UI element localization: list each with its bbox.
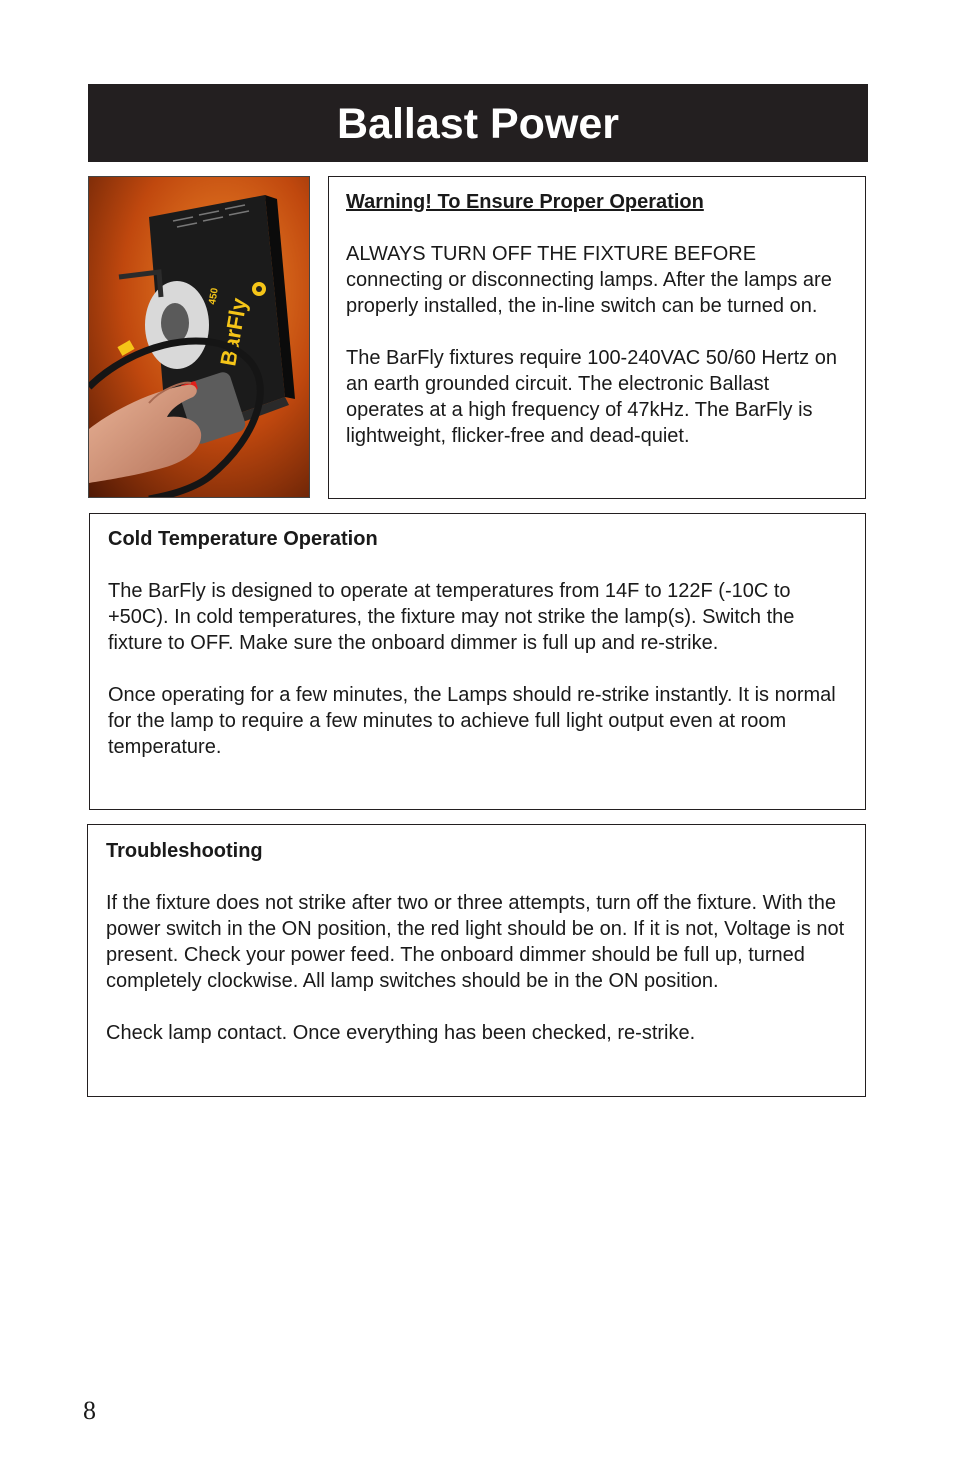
cold-paragraph-1: The BarFly is designed to operate at temperatures from 14F to 122F (-10C to +50C). In cold temperatures, the fixture may not strike the lamp(s). Switch the fixture to OFF. Make sure the onboard dimmer is full up and re-strike.	[108, 580, 795, 654]
dimmer-knob-center	[256, 286, 262, 292]
barfly-fixture-photo	[88, 176, 310, 498]
cold-paragraph-2: Once operating for a few minutes, the Lamps should re-strike instantly. It is normal for the lamp to require a few minutes to achieve full light output even at room temperature.	[108, 684, 836, 758]
fixture-illustration	[89, 177, 310, 498]
brand-text: BarFly	[215, 296, 252, 368]
warning-paragraph-2: The BarFly fixtures require 100-240VAC 50/60 Hertz on an earth grounded circuit. The electronic Ballast operates at a high frequency of 47kHz. The BarFly is lightweight, flicker-free and dead-quiet.	[346, 347, 837, 447]
troubleshooting-paragraph-1: If the fixture does not strike after two or three attempts, turn off the fixture. With the power switch in the ON position, the red light should be on. If it is not, Voltage is not present. Check your power feed. The onboard dimmer should be full up, turned completely clockwise. All lamp switches should be in the ON position.	[106, 892, 845, 992]
troubleshooting-heading: Troubleshooting	[106, 840, 263, 862]
page-title: Ballast Power	[88, 84, 868, 162]
warning-heading: Warning! To Ensure Proper Operation	[346, 191, 704, 213]
troubleshooting-box	[87, 824, 866, 1097]
model-text: 450	[207, 287, 221, 306]
warning-box	[328, 176, 866, 499]
troubleshooting-paragraph-2: Check lamp contact. Once everything has been checked, re-strike.	[106, 1022, 696, 1044]
cold-temperature-box	[89, 513, 866, 810]
page-number: 8	[83, 1396, 96, 1425]
lamp-holder-center	[161, 303, 189, 343]
cold-heading: Cold Temperature Operation	[108, 528, 378, 550]
warning-paragraph-1: ALWAYS TURN OFF THE FIXTURE BEFORE connecting or disconnecting lamps. After the lamps are properly installed, the in-line switch can be turned on.	[346, 243, 832, 317]
